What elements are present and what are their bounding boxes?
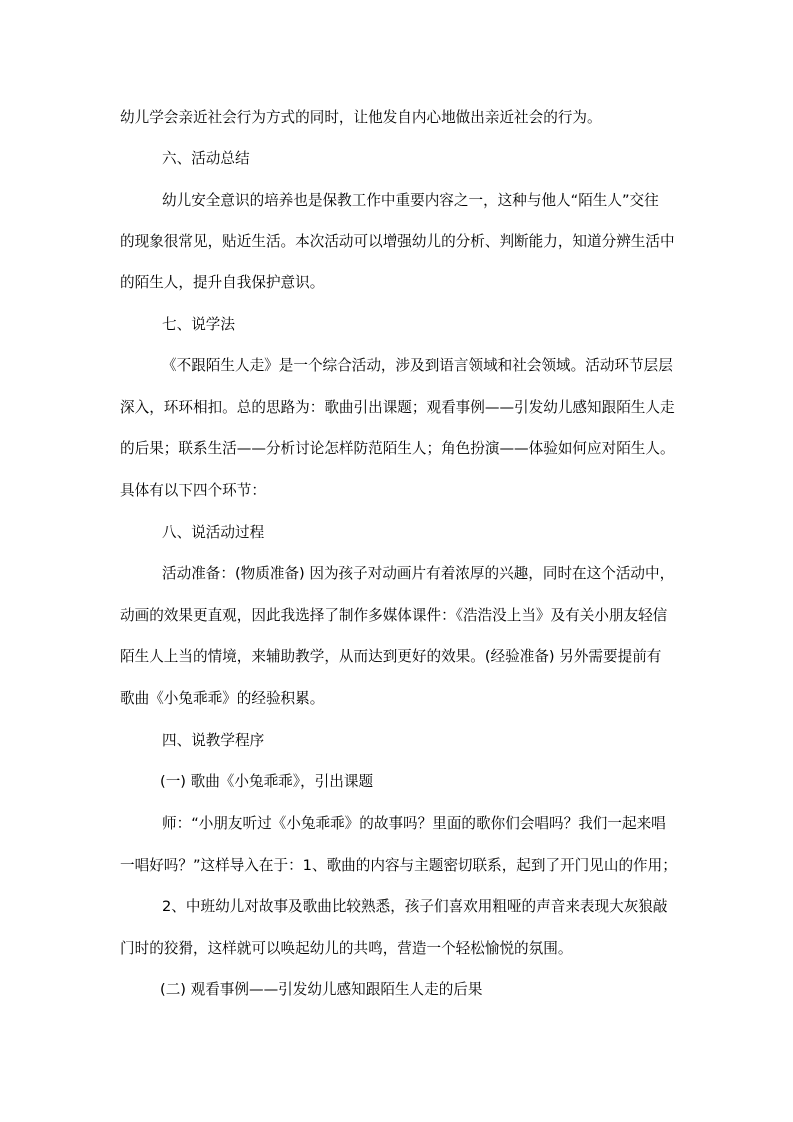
subsection-heading-case-viewing: (二) 观看事例——引发幼儿感知跟陌生人走的后果 [160, 981, 483, 998]
paragraph-line: 的后果；联系生活——分析讨论怎样防范陌生人；角色扮演——体验如何应对陌生人。 [120, 440, 675, 457]
paragraph-line: 歌曲《小兔乖乖》的经验积累。 [120, 690, 325, 707]
paragraph-line: 门时的狡猾，这样就可以唤起幼儿的共鸣，营造一个轻松愉悦的氛围。 [120, 940, 573, 957]
paragraph-line: 动画的效果更直观，因此我选择了制作多媒体课件：《浩浩没上当》及有关小朋友轻信 [120, 607, 668, 624]
section-heading-activity-process: 八、说活动过程 [162, 524, 265, 541]
paragraph-line: 陌生人上当的情境，来辅助教学，从而达到更好的效果。(经验准备) 另外需要提前有 [120, 648, 662, 665]
section-heading-summary: 六、活动总结 [162, 150, 250, 167]
paragraph-line: 的现象很常见，贴近生活。本次活动可以增强幼儿的分析、判断能力，知道分辨生活中 [120, 233, 675, 250]
paragraph-line: 《不跟陌生人走》是一个综合活动，涉及到语言领域和社会领域。活动环节层层 [162, 357, 673, 374]
paragraph-line: 深入，环环相扣。总的思路为：歌曲引出课题；观看事例——引发幼儿感知跟陌生人走 [120, 399, 675, 416]
paragraph-line: 幼儿学会亲近社会行为方式的同时，让他发自内心地做出亲近社会的行为。 [120, 109, 602, 126]
paragraph-line: 师：“小朋友听过《小兔乖乖》的故事吗？里面的歌你们会唱吗？我们一起来唱 [162, 815, 666, 832]
subsection-heading-song: (一) 歌曲《小兔乖乖》，引出课题 [160, 773, 374, 790]
section-heading-teaching-procedure: 四、说教学程序 [162, 732, 265, 749]
paragraph-line: 的陌生人，提升自我保护意识。 [120, 274, 325, 291]
paragraph-line: 2、中班幼儿对故事及歌曲比较熟悉，孩子们喜欢用粗哑的声音来表现大灰狼敲 [162, 898, 668, 915]
paragraph-line: 具体有以下四个环节： [120, 482, 266, 499]
paragraph-line: 一唱好吗？”这样导入在于：1、歌曲的内容与主题密切联系，起到了开门见山的作用； [120, 857, 677, 874]
section-heading-learning-method: 七、说学法 [162, 316, 235, 333]
paragraph-line: 幼儿安全意识的培养也是保教工作中重要内容之一，这种与他人“陌生人”交往 [162, 192, 659, 209]
paragraph-line: 活动准备：(物质准备) 因为孩子对动画片有着浓厚的兴趣，同时在这个活动中， [162, 565, 675, 582]
